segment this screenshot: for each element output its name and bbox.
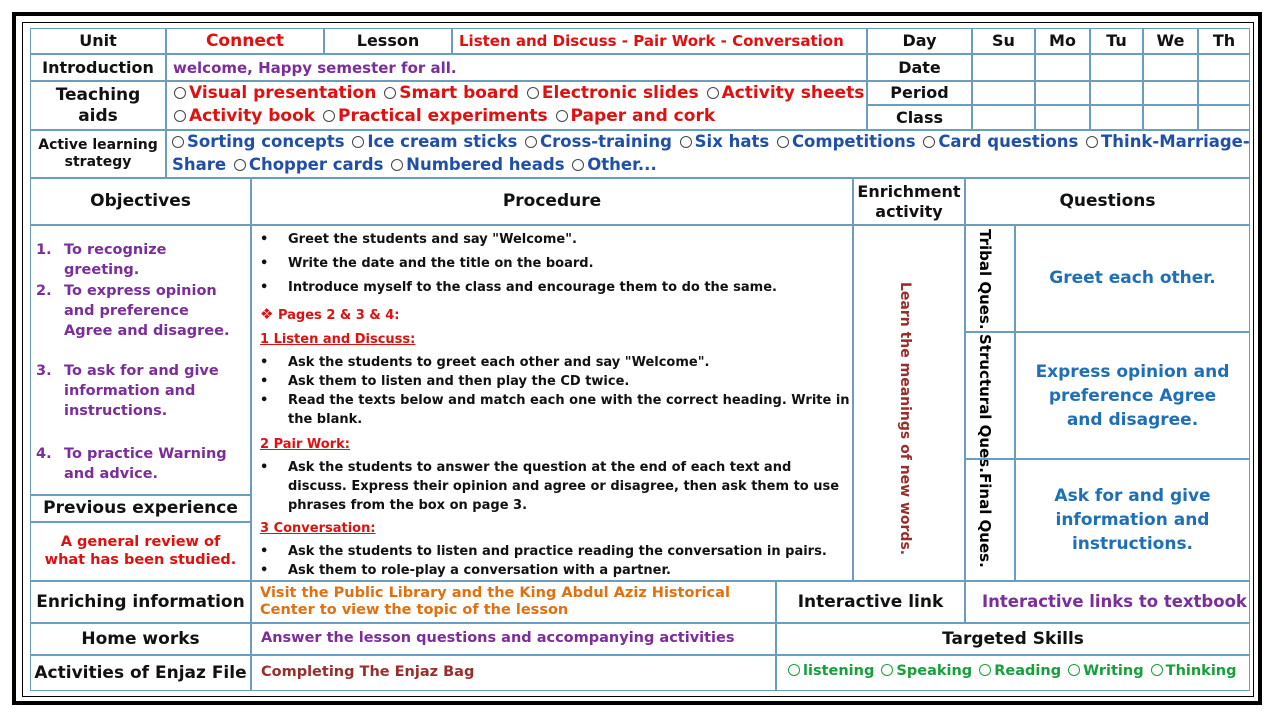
date-cell-mo[interactable]: [1035, 54, 1090, 81]
aid-option[interactable]: Visual presentation: [172, 83, 376, 103]
radio-icon[interactable]: [384, 87, 396, 99]
teaching-aids-label-line1: Teaching: [55, 85, 141, 106]
lesson-label: Lesson: [324, 28, 452, 54]
bullet-icon: •: [260, 393, 269, 408]
teaching-aids-row2: [172, 106, 715, 126]
bullet-icon: •: [260, 280, 269, 295]
lesson-value: Listen and Discuss - Pair Work - Conversation: [452, 28, 867, 54]
radio-icon[interactable]: [174, 110, 186, 122]
class-cell-we[interactable]: [1143, 105, 1198, 130]
enrichment-text: Learn the meanings of new words.: [897, 282, 913, 556]
objective-text: To practice Warning and advice.: [64, 446, 227, 482]
strategy-option[interactable]: Chopper cards: [232, 155, 384, 174]
procedure-step: • Write the date and the title on the board.: [260, 256, 594, 271]
procedure-header: Procedure: [251, 178, 853, 225]
radio-icon[interactable]: [556, 110, 568, 122]
aid-option[interactable]: Practical experiments: [321, 106, 548, 126]
structural-question-text: Express opinion and preference Agree and disagree.: [1015, 332, 1250, 459]
strategy-option[interactable]: Sorting concepts: [170, 132, 345, 151]
skill-option[interactable]: Thinking: [1149, 663, 1237, 679]
procedure-section-pair: [260, 435, 850, 515]
objective-text: To recognize greeting.: [64, 242, 167, 278]
enrichment-header: [853, 178, 965, 225]
procedure-intro: [260, 230, 850, 297]
class-cell-th[interactable]: [1198, 105, 1250, 130]
procedure-step: • Read the texts below and match each one with the correct heading. Write in the blank.: [260, 393, 850, 427]
radio-icon[interactable]: [923, 136, 935, 148]
strategy-row2: [172, 155, 657, 174]
bullet-icon: •: [260, 544, 269, 559]
strategy-option[interactable]: Cross-training: [523, 132, 672, 151]
radio-icon[interactable]: [527, 87, 539, 99]
skill-option[interactable]: Writing: [1066, 663, 1143, 679]
class-label: Class: [867, 105, 972, 130]
radio-icon[interactable]: [323, 110, 335, 122]
enjaz-label: Activities of Enjaz File: [30, 655, 251, 691]
radio-icon[interactable]: [172, 136, 184, 148]
questions-header: Questions: [965, 178, 1250, 225]
day-su: Su: [972, 28, 1035, 54]
date-cell-we[interactable]: [1143, 54, 1198, 81]
strategy-option[interactable]: Ice cream sticks: [350, 132, 517, 151]
interactive-link-value[interactable]: Interactive links to textbook: [965, 581, 1250, 623]
day-we: We: [1143, 28, 1198, 54]
procedure-step: • Greet the students and say "Welcome".: [260, 232, 577, 247]
period-cell-th[interactable]: [1198, 81, 1250, 105]
objective-number: 3.: [36, 363, 52, 379]
date-cell-tu[interactable]: [1090, 54, 1143, 81]
previous-experience-label: Previous experience: [30, 495, 251, 522]
radio-icon[interactable]: [1151, 664, 1163, 676]
enrichment-header-line2: activity: [875, 201, 943, 221]
targeted-skills-label: Targeted Skills: [776, 623, 1250, 655]
interactive-link-label: Interactive link: [776, 581, 965, 623]
strategy-label-line2: strategy: [64, 154, 132, 170]
final-question-text: Ask for and give information and instructions.: [1015, 459, 1250, 581]
radio-icon[interactable]: [680, 136, 692, 148]
objective-item: [36, 281, 241, 341]
period-cell-su[interactable]: [972, 81, 1035, 105]
date-cell-su[interactable]: [972, 54, 1035, 81]
procedure-step: • Introduce myself to the class and encourage them to do the same.: [260, 280, 777, 295]
class-cell-tu[interactable]: [1090, 105, 1143, 130]
section-title: 2 Pair Work:: [260, 437, 350, 452]
procedure-step: • Ask the students to greet each other and say "Welcome".: [260, 355, 710, 370]
aid-option[interactable]: Electronic slides: [525, 83, 699, 103]
bullet-icon: •: [260, 563, 269, 578]
enriching-information-label: Enriching information: [30, 581, 251, 623]
date-cell-th[interactable]: [1198, 54, 1250, 81]
skill-option[interactable]: listening: [786, 663, 874, 679]
radio-icon[interactable]: [979, 664, 991, 676]
procedure-step: • Ask them to listen and then play the CD twice.: [260, 374, 630, 389]
objective-item: [36, 240, 241, 280]
radio-icon[interactable]: [881, 664, 893, 676]
period-cell-we[interactable]: [1143, 81, 1198, 105]
procedure-section-listen: [260, 330, 850, 429]
bullet-icon: •: [260, 232, 269, 247]
diamond-bullet-icon: ❖: [260, 305, 274, 323]
radio-icon[interactable]: [572, 159, 584, 171]
aid-option[interactable]: Smart board: [382, 83, 519, 103]
enjaz-value: Completing The Enjaz Bag: [251, 655, 776, 691]
day-tu: Tu: [1090, 28, 1143, 54]
day-th: Th: [1198, 28, 1250, 54]
strategy-option[interactable]: Other...: [570, 155, 656, 174]
introduction-label: Introduction: [30, 54, 166, 81]
objective-text: To ask for and give information and instructions.: [64, 363, 219, 419]
teaching-aids-label-line2: aids: [78, 105, 118, 126]
objective-item: [36, 444, 241, 484]
strategy-label-line1: Active learning: [38, 137, 158, 154]
procedure-section-conversation: [260, 519, 850, 580]
radio-icon[interactable]: [391, 159, 403, 171]
strategy-row1: [170, 132, 1250, 151]
period-cell-mo[interactable]: [1035, 81, 1090, 105]
strategy-label: [30, 130, 166, 178]
period-label: Period: [867, 81, 972, 105]
strategy-option[interactable]: Card questions: [921, 132, 1078, 151]
radio-icon[interactable]: [525, 136, 537, 148]
aid-option[interactable]: Activity book: [172, 106, 315, 126]
day-mo: Mo: [1035, 28, 1090, 54]
objective-number: 4.: [36, 446, 52, 462]
skill-option[interactable]: Reading: [977, 663, 1061, 679]
objective-item: [36, 361, 241, 421]
introduction-value: welcome, Happy semester for all.: [166, 54, 867, 81]
home-works-value: Answer the lesson questions and accompanying activities: [251, 623, 776, 655]
bullet-icon: •: [260, 374, 269, 389]
aid-option[interactable]: Activity sheets: [705, 83, 865, 103]
strategy-option[interactable]: Competitions: [775, 132, 916, 151]
final-question-label: Final Ques.: [976, 473, 994, 568]
aid-option[interactable]: Paper and cork: [554, 106, 716, 126]
skill-option[interactable]: Speaking: [879, 663, 972, 679]
previous-experience-value: A general review of what has been studied.: [30, 522, 251, 581]
procedure-step: • Ask the students to answer the question at the end of each text and discuss. Express their opinion and agree or disagree, then ask them to use phrases from the box on page 3.: [260, 460, 840, 513]
radio-icon[interactable]: [788, 664, 800, 676]
class-cell-su[interactable]: [972, 105, 1035, 130]
strategy-option[interactable]: Six hats: [678, 132, 770, 151]
day-label: Day: [867, 28, 972, 54]
strategy-option[interactable]: Think-Marriage-: [1084, 132, 1250, 151]
tribal-question-text: Greet each other.: [1015, 225, 1250, 332]
date-label: Date: [867, 54, 972, 81]
radio-icon[interactable]: [1068, 664, 1080, 676]
radio-icon[interactable]: [1086, 136, 1098, 148]
structural-question-label: Structural Ques.: [976, 334, 994, 473]
bullet-icon: •: [260, 256, 269, 271]
strategy-option[interactable]: Numbered heads: [389, 155, 564, 174]
bullet-icon: •: [260, 460, 269, 475]
enriching-information-value: Visit the Public Library and the King Abdul Aziz Historical Center to view the topic of the lesson: [251, 581, 776, 623]
class-cell-mo[interactable]: [1035, 105, 1090, 130]
procedure-step: • Ask them to role-play a conversation with a partner.: [260, 563, 671, 578]
unit-label: Unit: [30, 28, 166, 54]
radio-icon[interactable]: [234, 159, 246, 171]
objectives-header: Objectives: [30, 178, 251, 225]
teaching-aids-row1: [172, 83, 864, 103]
bullet-icon: •: [260, 355, 269, 370]
objective-text: To express opinion and preference Agree and disagree.: [64, 283, 230, 339]
radio-icon[interactable]: [174, 87, 186, 99]
teaching-aids-label: [30, 81, 166, 130]
procedure-pages: ❖ Pages 2 & 3 & 4:: [260, 305, 400, 323]
home-works-label: Home works: [30, 623, 251, 655]
objective-number: 1.: [36, 242, 52, 258]
radio-icon[interactable]: [777, 136, 789, 148]
tribal-question-label: Tribal Ques.: [976, 229, 994, 330]
section-title: 3 Conversation:: [260, 521, 376, 536]
radio-icon[interactable]: [707, 87, 719, 99]
targeted-skills-row: [786, 663, 1237, 679]
strategy-option-continued[interactable]: Share: [172, 155, 227, 174]
radio-icon[interactable]: [352, 136, 364, 148]
unit-value: Connect: [166, 28, 324, 54]
section-title: 1 Listen and Discuss:: [260, 332, 416, 347]
objective-number: 2.: [36, 283, 52, 299]
period-cell-tu[interactable]: [1090, 81, 1143, 105]
procedure-step: • Ask the students to listen and practice reading the conversation in pairs.: [260, 544, 827, 559]
enrichment-header-line1: Enrichment: [857, 182, 961, 202]
